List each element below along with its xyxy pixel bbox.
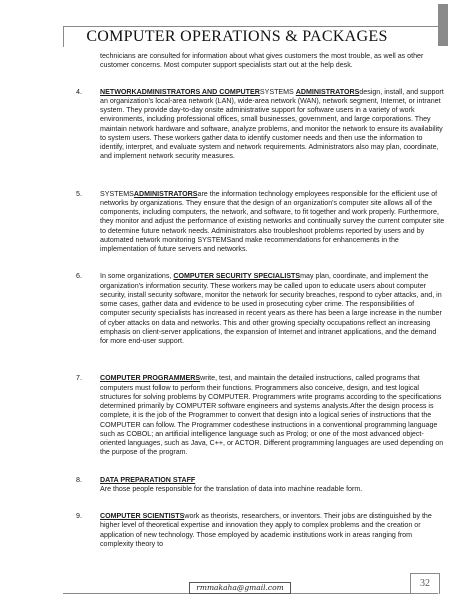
item-body: are the information technology employees responsible for the efficient use of networks by organizations. They ensure that the design of an organization's computer site allows all of the components, including computers, the network, and software, to fit together and work properly. Furthermore, they monitor and adjust the performance of existing networks and continually survey the current computer site to determine future network needs. Administrators also troubleshoot problems reported by users and by automated network monitoring SYSTEMSand make recommendations for enhancements in the implementation of future servers and networks. (100, 189, 445, 253)
page-footer (63, 578, 438, 598)
document-body (76, 52, 445, 567)
list-item-6 (76, 272, 445, 346)
list-item-8 (76, 475, 445, 495)
item-term: SYSTEMS (259, 87, 296, 96)
page-title: COMPUTER OPERATIONS & PACKAGES (86, 28, 388, 45)
item-body: write, test, and maintain the detailed instructions, called programs that computers must follow to perform their functions. Programmers also conceive, design, and test logical structures for solving problems by COMPUTER. Programmers write programs according to the specifications determined primarily by COMPUTER software engineers and systems analysts.After the design process is complete, it is the job of the Programmer to convert that design into a logical series of instructions that the COMPUTER can follow. The Programmer codesthese instructions in a conventional programming language such as COBOL; an artificial intelligence language such as Prolog; or one of the most advanced object-oriented languages, such as Java, C++, or ACTOR. Different programming languages are used depending on the purpose of the program. (100, 374, 444, 457)
item-term: SYSTEMS (100, 189, 134, 198)
page-number: 32 (410, 573, 440, 594)
item-term: ADMINISTRATORS (133, 189, 198, 198)
item-pre: In some organizations, (100, 272, 174, 281)
item-body: Are those people responsible for the translation of data into machine readable form. (100, 484, 363, 493)
item-number: 6. (76, 272, 82, 281)
item-term: NETWORKADMINISTRATORS AND COMPUTER (100, 87, 260, 96)
item-term: DATA PREPARATION STAFF (100, 475, 196, 484)
item-term: COMPUTER SCIENTISTS (100, 512, 185, 520)
list-item-9 (76, 512, 445, 549)
item-number: 7. (76, 374, 82, 383)
list-item-5 (76, 189, 445, 255)
intro-paragraph: technicians are consulted for information about what gives customers the most trouble, as well as other customer concerns. Most computer support specialists start out at the help desk. (100, 52, 424, 70)
list-item-4 (76, 87, 445, 162)
item-body: design, install, and support an organization's local-area network (LAN), wide-area network (WAN), network segment, Internet, or intranet system. They provide day-to-day onsite administrative support for software users in a variety of work environments, including professional offices, small businesses, government, and large corporations. They maintain network hardware and software, analyze problems, and monitor the network to ensure its availability to system users. These workers gather data to identify customer needs and then use the information to identify, interpret, and evaluate system and network requirements. Administrators also may plan, coordinate, and implement network security measures. (100, 87, 444, 161)
item-number: 4. (76, 87, 82, 96)
item-term: COMPUTER PROGRAMMERS (100, 374, 201, 383)
item-number: 8. (76, 475, 82, 484)
item-number: 9. (76, 512, 82, 520)
item-term: ADMINISTRATORS (295, 87, 360, 96)
item-number: 5. (76, 189, 82, 198)
item-term: COMPUTER SECURITY SPECIALISTS (173, 272, 301, 281)
footer-email: rmmakaha@gmail.com (189, 582, 291, 594)
item-body: work as theorists, researchers, or inventors. Their jobs are distinguished by the higher level of theoretical expertise and innovation they apply to complex problems and the creation or application of new technology. Those employed by academic institutions work in areas ranging from complexity theory to (100, 512, 432, 548)
item-body: may plan, coordinate, and implement the organization's information security. These workers may be called upon to educate users about computer security, install security software, monitor the network for security breaches, respond to cyber attacks, and, in some cases, gather data and evidence to be used in prosecuting cyber crime. The responsibilities of computer security specialists has increased in recent years as there has been a large increase in the number of cyber attacks on data and networks. This and other growing specialty occupations reflect an increasing emphasis on client-server applications, the expansion of Internet and intranet applications, and the demand for more end-user support. (100, 272, 442, 345)
list-item-7 (76, 374, 445, 457)
